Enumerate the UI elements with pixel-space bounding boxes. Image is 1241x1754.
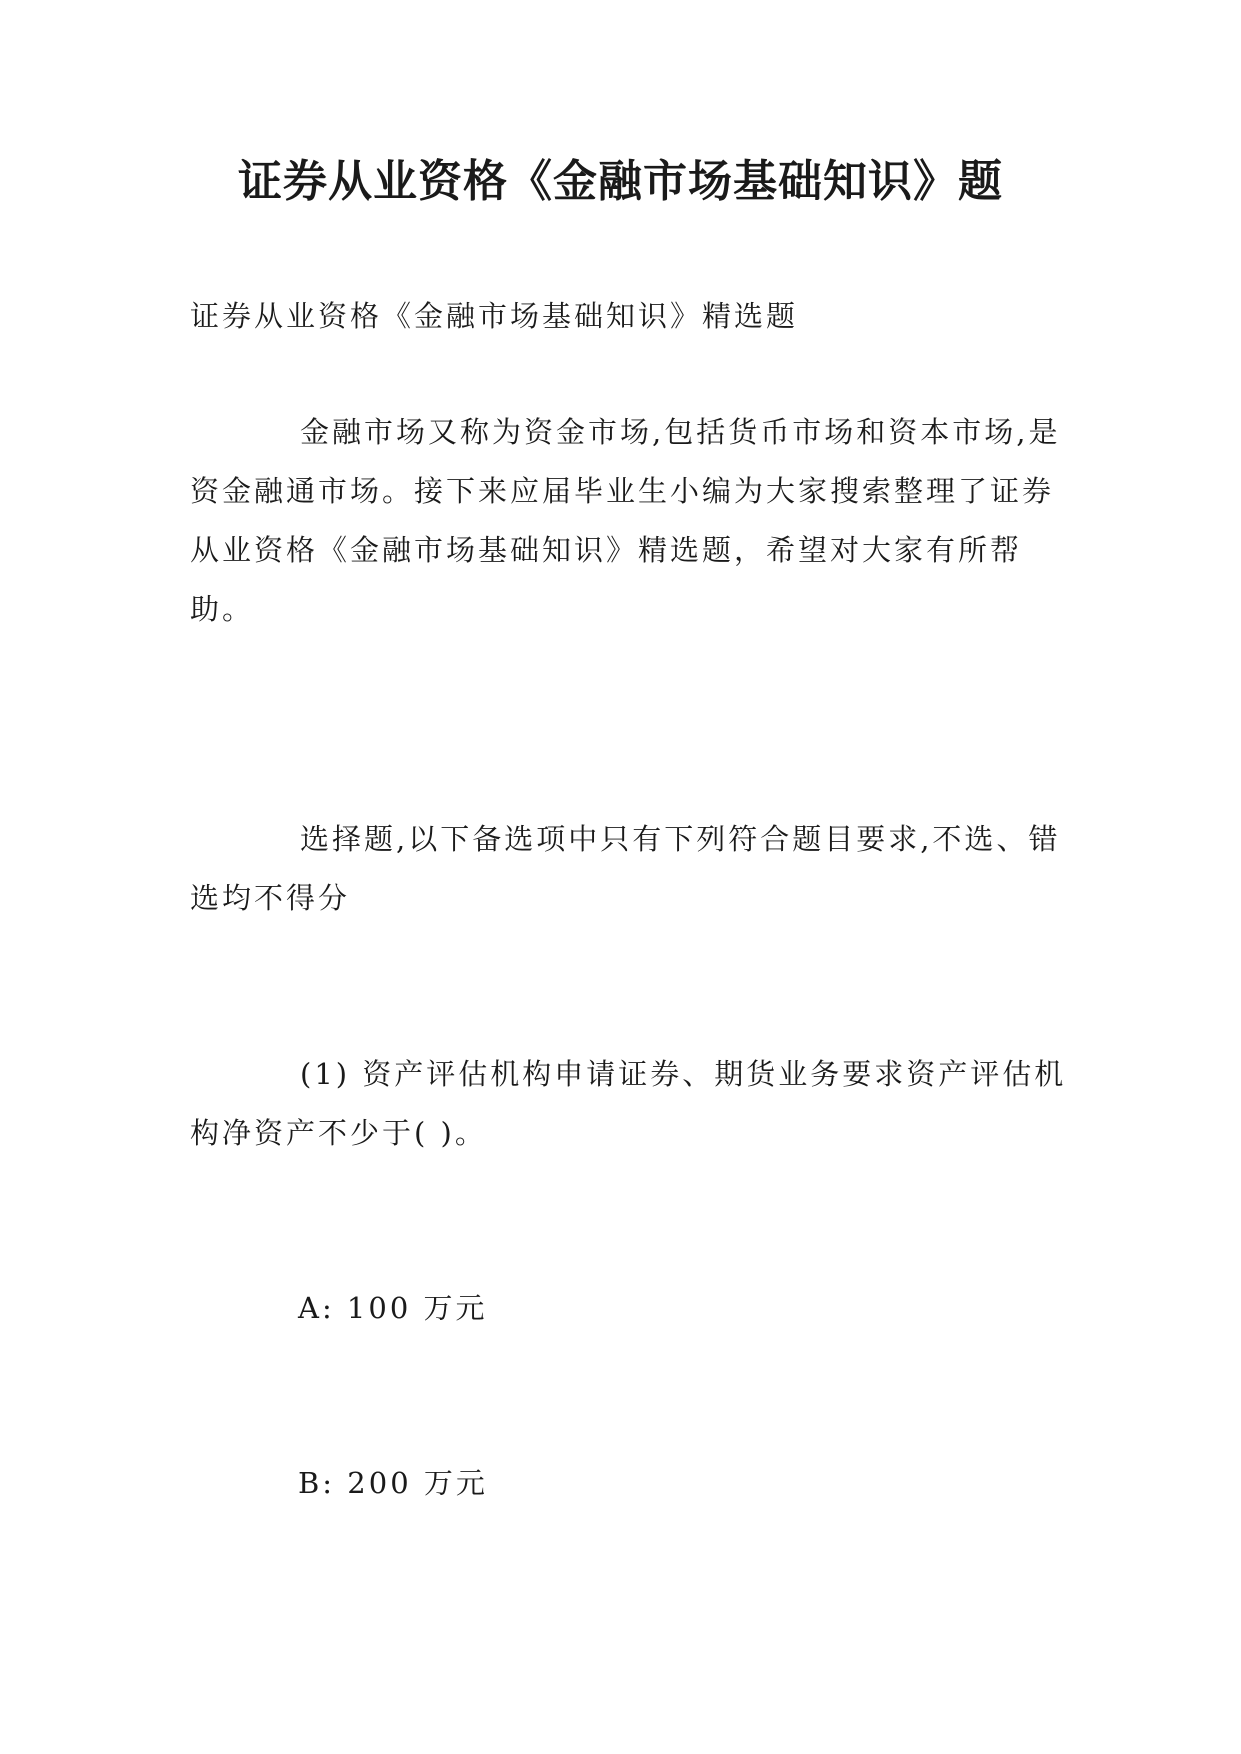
question-text: (1) 资产评估机构申请证券、期货业务要求资产评估机构净资产不少于( )。: [190, 1057, 1067, 1150]
intro-paragraph: 金融市场又称为资金市场,包括货币市场和资本市场,是资金融通市场。接下来应届毕业生小编为大家搜索整理了证券从业资格《金融市场基础知识》精选题，希望对大家有所帮助。: [190, 415, 1061, 626]
instruction-paragraph: 选择题,以下备选项中只有下列符合题目要求,不选、错选均不得分: [190, 822, 1061, 915]
document-subtitle: 证券从业资格《金融市场基础知识》精选题: [190, 299, 799, 333]
document-title: 证券从业资格《金融市场基础知识》题: [238, 156, 1003, 207]
option-a: A: 100 万元: [298, 1291, 488, 1325]
option-b: B: 200 万元: [298, 1466, 488, 1500]
